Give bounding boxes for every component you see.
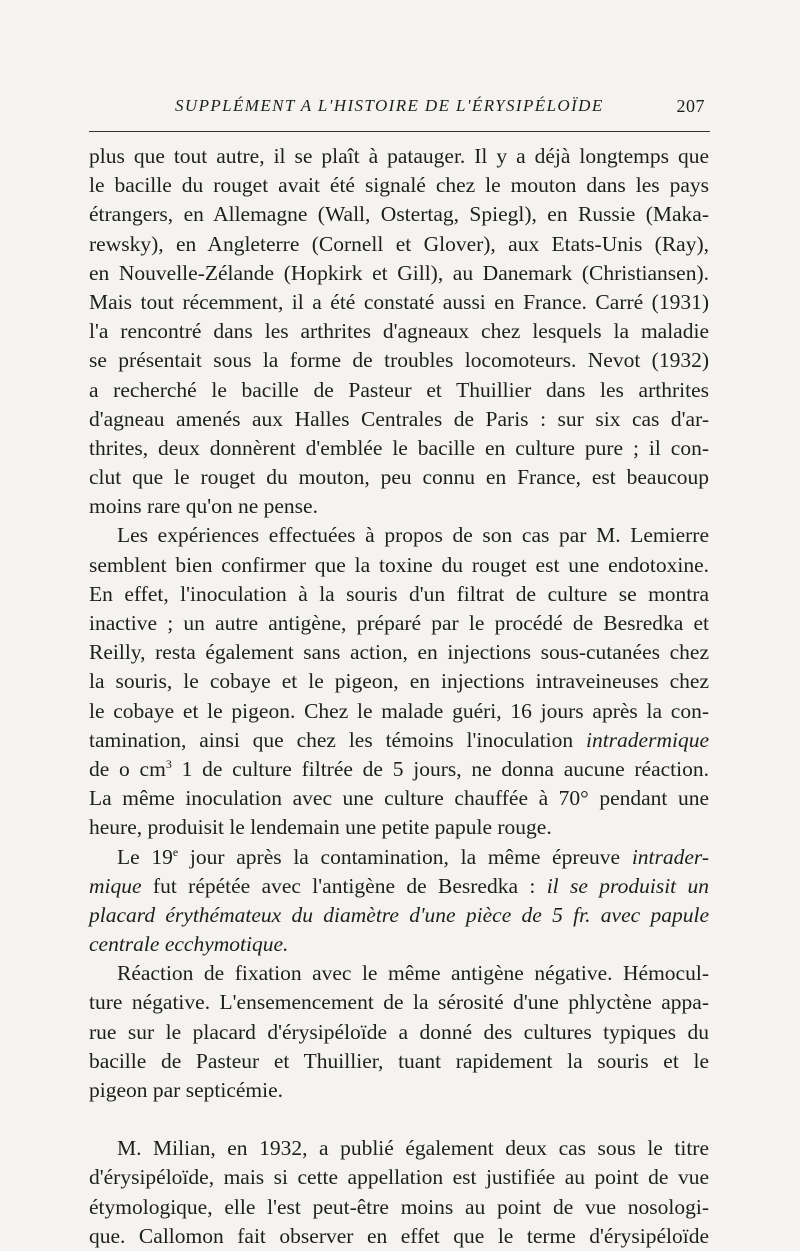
italic-run: mique: [89, 873, 142, 898]
text-line: d'agneau amenés aux Halles Centrales de Paris : sur six cas d'ar-: [89, 406, 709, 431]
text-line: Reilly, resta également sans action, en injections sous-cutanées chez: [89, 640, 709, 665]
italic-run: il se produisit un: [546, 873, 710, 898]
text-run: de o cm: [89, 756, 166, 781]
text-line: M. Milian, en 1932, a publié également deux cas sous le titre: [117, 1136, 709, 1161]
paragraph-3: [89, 843, 709, 960]
superscript: e: [172, 844, 179, 859]
text-line: thrites, deux donnèrent d'emblée le bacille en culture pure ; il con-: [89, 435, 709, 460]
text-line: Les expériences effectuées à propos de son cas par M. Lemierre: [117, 523, 709, 548]
paragraph-5: [89, 1134, 709, 1251]
text-line: plus que tout autre, il se plaît à patauger. Il y a déjà longtemps que: [89, 144, 709, 168]
text-line: pigeon par septicémie.: [89, 1078, 284, 1102]
text-line: [89, 755, 709, 784]
text-line: le cobaye et le pigeon. Chez le malade guéri, 16 jours après la con-: [89, 698, 709, 723]
page-number: 207: [676, 96, 705, 116]
text-line: l'a rencontré dans les arthrites d'agneaux chez lesquels la maladie: [89, 319, 709, 344]
text-line: étrangers, en Allemagne (Wall, Ostertag, Spiegl), en Russie (Maka-: [89, 202, 709, 227]
text-line: a recherché le bacille de Pasteur et Thuillier dans les arthrites: [89, 377, 709, 402]
text-run: 1 de culture filtrée de 5 jours, ne donna aucune réaction.: [171, 756, 709, 781]
text-line: En effet, l'inoculation à la souris d'un filtrat de culture se montra: [89, 581, 709, 606]
text-line: la souris, le cobaye et le pigeon, en injections intraveineuses chez: [89, 669, 709, 694]
text-line: inactive ; un autre antigène, préparé par le procédé de Besredka et: [89, 611, 709, 635]
italic-run: intradermique: [585, 727, 709, 752]
text-line: rewsky), en Angleterre (Cornell et Glover), aux Etats-Unis (Ray),: [89, 231, 709, 256]
text-line: centrale ecchymotique.: [89, 932, 289, 957]
text-line: Réaction de fixation avec le même antigène négative. Hémocul-: [117, 961, 709, 986]
text-run: fut répétée avec l'antigène de Besredka :: [141, 873, 547, 898]
text-line: [89, 843, 709, 872]
text-run: Le 19: [117, 844, 173, 869]
text-line: le bacille du rouget avait été signalé chez le mouton dans les pays: [89, 173, 709, 198]
text-line: La même inoculation avec une culture chauffée à 70° pendant une: [89, 786, 709, 811]
text-line: rue sur le placard d'érysipéloïde a donné des cultures typiques du: [89, 1019, 709, 1044]
text-line: ture négative. L'ensemencement de la sérosité d'une phlyctène appa-: [89, 990, 709, 1015]
text-line: étymologique, elle l'est peut-être moins au point de vue nosologi-: [89, 1194, 709, 1219]
body-text: [89, 142, 709, 1251]
text-line: que. Callomon fait observer en effet que le terme d'érysipéloïde: [89, 1223, 709, 1248]
text-line: placard érythémateux du diamètre d'une pièce de 5 fr. avec papule: [89, 902, 709, 927]
paragraph-4: [89, 959, 709, 1105]
text-run: jour après la contamination, la même épreuve: [178, 844, 632, 869]
text-line: [89, 872, 709, 901]
page-header: [89, 96, 709, 124]
text-line: clut que le rouget du mouton, peu connu en France, est beaucoup: [89, 465, 709, 490]
text-line: semblent bien confirmer que la toxine du rouget est une endotoxine.: [89, 552, 709, 577]
paragraph-2: [89, 521, 709, 842]
paragraph-1: [89, 142, 709, 521]
text-line: bacille de Pasteur et Thuillier, tuant rapidement la souris et le: [89, 1048, 709, 1073]
paragraph-gap: [89, 1105, 709, 1134]
superscript: 3: [165, 756, 172, 771]
italic-run: intrader-: [631, 844, 710, 869]
text-line: Mais tout récemment, il a été constaté aussi en France. Carré (1931): [89, 289, 709, 314]
header-rule: [89, 131, 710, 132]
text-line: en Nouvelle-Zélande (Hopkirk et Gill), au Danemark (Christiansen).: [89, 260, 709, 285]
text-line: moins rare qu'on ne pense.: [89, 494, 318, 519]
text-line: [89, 726, 709, 755]
text-run: tamination, ainsi que chez les témoins l'inoculation: [89, 727, 586, 752]
text-line: heure, produisit le lendemain une petite papule rouge.: [89, 815, 552, 840]
text-line: se présentait sous la forme de troubles locomoteurs. Nevot (1932): [89, 348, 709, 373]
text-line: d'érysipéloïde, mais si cette appellation est justifiée au point de vue: [89, 1165, 709, 1190]
running-title: SUPPLÉMENT A L'HISTOIRE DE L'ÉRYSIPÉLOÏDE: [175, 96, 604, 115]
